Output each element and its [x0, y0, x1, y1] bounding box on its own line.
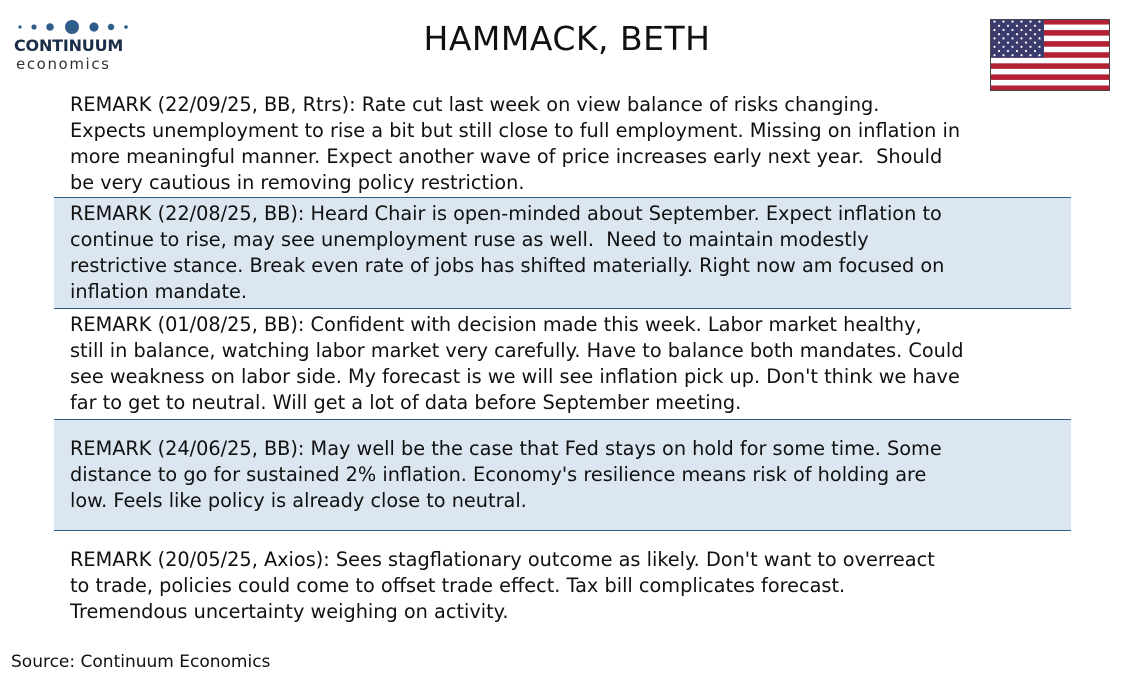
remark-item: REMARK (22/08/25, BB): Heard Chair is open-minded about September. Expect inflation to continue to rise, may see unemployment ruse as well. Need to maintain modestly restrictive stance. Break even rate of jobs has shifted materially. Right now am focused on inflation mandate. [54, 198, 1071, 309]
remark-item: REMARK (01/08/25, BB): Confident with decision made this week. Labor market healthy, still in balance, watching labor market very carefully. Have to balance both mandates. Could see weakness on labor side. My forecast is we will see inflation pick up. Don't think we have far to get to neutral. Will get a lot of data before September meeting. [54, 309, 1071, 420]
remark-item: REMARK (24/06/25, BB): May well be the case that Fed stays on hold for some time. Some distance to go for sustained 2% inflation. Economy's resilience means risk of holding are low. Feels like policy is already close to neutral. [54, 420, 1071, 531]
us-flag-icon [990, 19, 1110, 91]
remark-item: REMARK (20/05/25, Axios): Sees stagflationary outcome as likely. Don't want to overreact to trade, policies could come to offset trade effect. Tax bill complicates forecast. Tremendous uncertainty weighing on activity. [70, 548, 935, 623]
logo-wordmark-economics: economics [16, 55, 111, 73]
source-note: Source: Continuum Economics [11, 652, 271, 672]
logo-wordmark-continuum: CONTINUUM [14, 36, 124, 55]
page-title: HAMMACK, BETH [423, 19, 711, 58]
remark-item: REMARK (22/09/25, BB, Rtrs): Rate cut last week on view balance of risks changing. Expects unemployment to rise a bit but still close to full employment. Missing on inflation in more meaningful manner. Expect another wave of price increases early next year. Should be very cautious in removing policy restriction. [54, 91, 1071, 198]
remarks-list [54, 91, 1071, 631]
